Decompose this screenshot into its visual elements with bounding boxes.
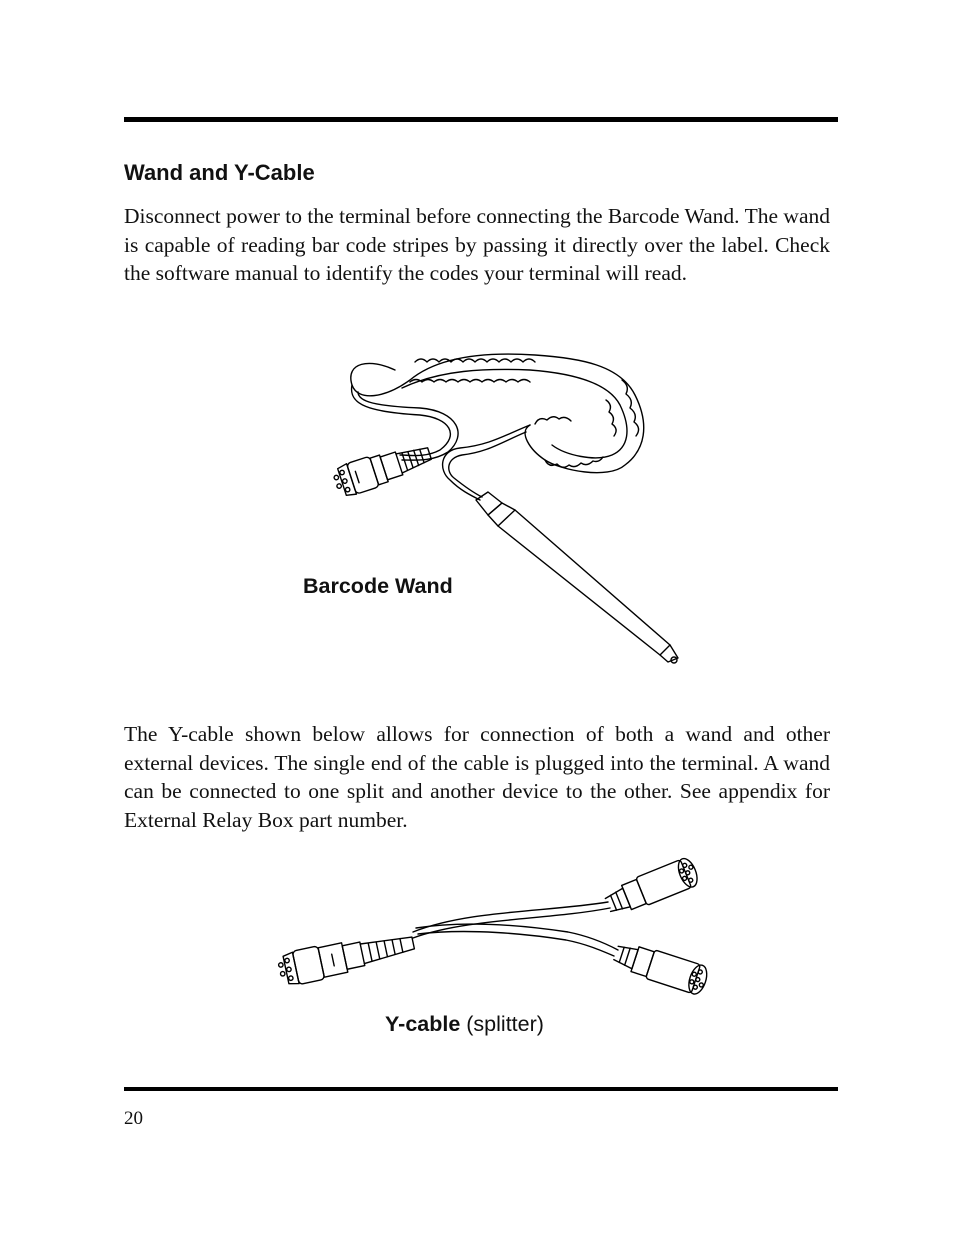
ycable-paragraph: The Y-cable shown below allows for connection of both a wand and other external devices. The single end of the cable is plugged into the terminal. A wand can be connected to one split and another device to the other. See appendix for External Relay Box part number. — [124, 722, 830, 833]
ycable-caption-rest: (splitter) — [460, 1012, 544, 1036]
footer-rule — [124, 1087, 838, 1091]
page-number: 20 — [124, 1108, 143, 1129]
section-heading: Wand and Y-Cable — [124, 160, 315, 185]
wand-caption: Barcode Wand — [303, 574, 453, 598]
header-rule — [124, 117, 838, 122]
ycable-caption — [385, 1012, 544, 1037]
intro-paragraph: Disconnect power to the terminal before connecting the Barcode Wand. The wand is capable of reading bar code stripes by passing it directly over the label. Check the software manual to identify the codes your terminal will read. — [124, 204, 830, 286]
barcode-wand-illustration — [290, 340, 690, 675]
ycable-caption-bold: Y-cable — [385, 1012, 461, 1036]
y-cable-illustration — [268, 850, 732, 1000]
